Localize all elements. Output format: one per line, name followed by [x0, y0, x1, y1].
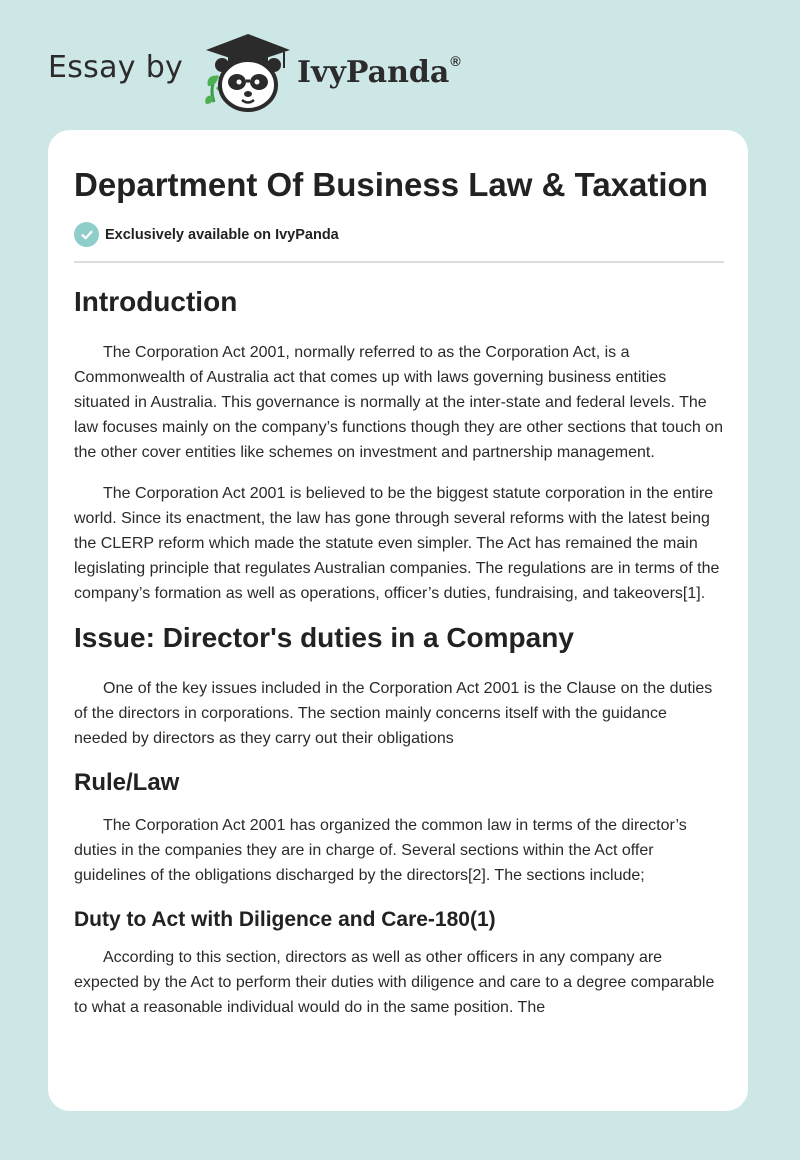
paragraph: The Corporation Act 2001 is believed to be the biggest statute corporation in the entire world. Since its enactment, the law has gone through several reforms with the latest being the CLERP reform which made the statute even simpler. The Act has remained the main legislating principle that regulates Australian companies. The regulations are in terms of the company’s formation as well as operations, officer’s duties, fundraising, and takeovers[1].: [74, 485, 720, 602]
site-header: [0, 0, 800, 130]
badge-text: Exclusively available on IvyPanda: [105, 226, 339, 243]
paragraph: The Corporation Act 2001 has organized the common law in terms of the director’s duties in the companies they are in charge of. Several sections within the Act offer guidelines of the obligations discharged by the directors[2]. The sections include;: [74, 817, 687, 884]
section-heading-duty-diligence: Duty to Act with Diligence and Care-180(1): [74, 908, 496, 931]
section-heading-rule-law: Rule/Law: [74, 769, 180, 796]
page-title: Department Of Business Law & Taxation: [74, 166, 708, 203]
article-card: [48, 130, 748, 1111]
panda-graduate-icon: [200, 30, 296, 114]
brand-name[interactable]: IvyPanda®: [297, 53, 461, 90]
essay-by-label: Essay by: [48, 50, 184, 85]
section-heading-issue: Issue: Director's duties in a Company: [74, 622, 574, 653]
article-body: [74, 280, 724, 1036]
paragraph: The Corporation Act 2001, normally referred to as the Corporation Act, is a Commonwealth of Australia act that comes up with laws governing business entities situated in Australia. This governance is normally at the inter-state and federal levels. The law focuses mainly on the company’s functions though they are other sections that touch on the other cover entities like schemes on investment and partnership management.: [74, 344, 723, 461]
paragraph: One of the key issues included in the Corporation Act 2001 is the Clause on the duties of the directors in corporations. The section mainly concerns itself with the guidance needed by directors as they carry out their obligations: [74, 680, 713, 747]
title-divider: [74, 261, 724, 263]
exclusive-badge: [74, 222, 339, 247]
paragraph: According to this section, directors as well as other officers in any company are expected by the Act to perform their duties with diligence and care to a degree comparable to what a reasonable individual would do in the same position. The: [74, 949, 715, 1016]
check-circle-icon: [74, 222, 99, 247]
registered-mark: ®: [450, 53, 461, 69]
section-heading-introduction: Introduction: [74, 286, 238, 317]
